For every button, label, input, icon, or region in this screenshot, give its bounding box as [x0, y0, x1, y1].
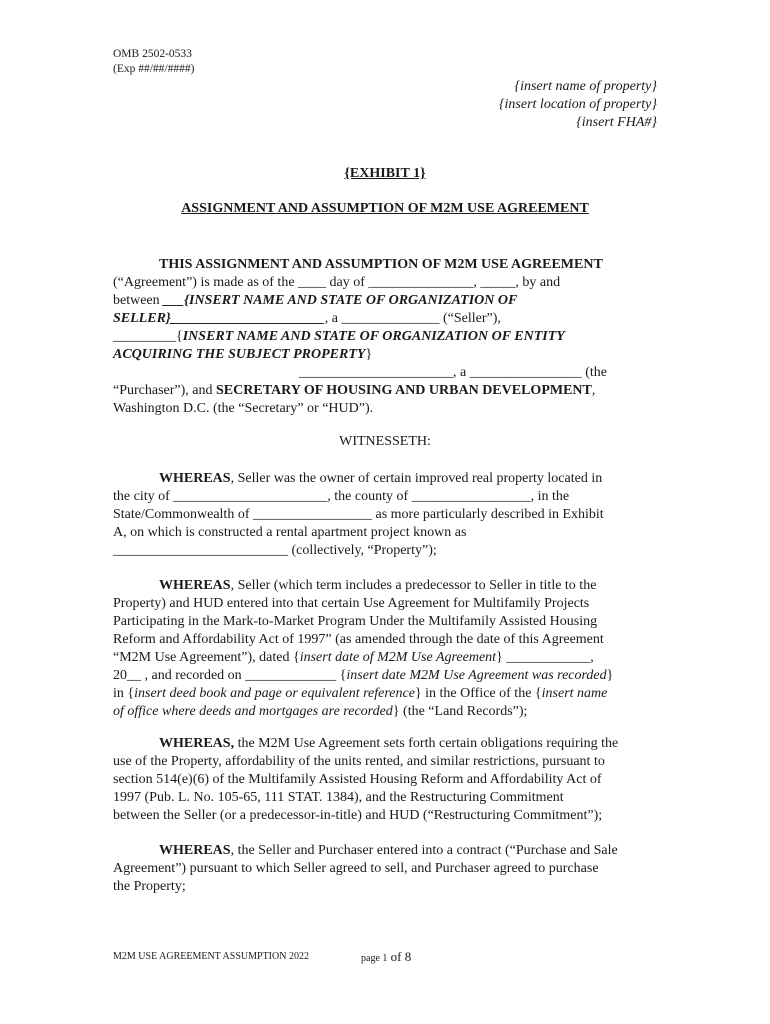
intro-paragraph — [113, 256, 659, 418]
intro-line: SELLER}______________________, a ______________ (“Seller”), — [113, 311, 501, 326]
property-insert-block — [499, 78, 657, 132]
property-location-placeholder: {insert location of property} — [498, 97, 657, 112]
intro-line: between ___{INSERT NAME AND STATE OF ORGANIZATION OF — [113, 293, 518, 308]
intro-line: (“Agreement”) is made as of the ____ day of _______________, _____, by and — [113, 275, 561, 290]
witnesseth-heading: WITNESSETH: — [339, 434, 431, 449]
whereas-paragraph-2: WHEREAS, Seller (which term includes a predecessor to Seller in title to the Property) and HUD entered into that certain Use Agreement for Multifamily Projects Participating in the Mark-to-Market Program Under the Multifamily Assisted Housing Reform and Affordability Act of 1997” (as amended through the date of this Agreement “M2M Use Agreement”), dated {insert date of M2M Use Agreement} ____________, 20__ , and recorded on _____________ {insert date M2M Use Agreement was recorded} in {insert deed book and page or equivalent reference} in the Office of the {insert name of office where deeds and mortgages are recorded} (the “Land Records”); — [113, 578, 614, 719]
document-title: ASSIGNMENT AND ASSUMPTION OF M2M USE AGREEMENT — [181, 201, 589, 216]
omb-number: OMB 2502-0533 — [113, 48, 192, 60]
whereas-label: WHEREAS — [159, 578, 231, 593]
intro-heading: THIS ASSIGNMENT AND ASSUMPTION OF M2M USE AGREEMENT — [159, 257, 603, 272]
exhibit-heading: {EXHIBIT 1} — [344, 166, 426, 181]
intro-line: “Purchaser”), and SECRETARY OF HOUSING AND URBAN DEVELOPMENT, — [113, 383, 596, 398]
intro-line: Washington D.C. (the “Secretary” or “HUD”). — [113, 401, 374, 416]
omb-expiration: (Exp ##/##/####) — [113, 63, 195, 75]
intro-line: ACQUIRING THE SUBJECT PROPERTY} — [113, 347, 373, 362]
whereas-paragraph-3: WHEREAS, the M2M Use Agreement sets forth certain obligations requiring the use of the Property, affordability of the units rented, and similar restrictions, pursuant to section 514(e)(6) of the Multifamily Assisted Housing Reform and Affordability Act of 1997 (Pub. L. No. 105-65, 111 STAT. 1384), and the Restructuring Commitment between the Seller (or a predecessor-in-title) and HUD (“Restructuring Commitment”); — [113, 736, 619, 823]
whereas-paragraph-1: WHEREAS, Seller was the owner of certain improved real property located in the city of ______________________, the county of _________________, in the State/Commonwealth of _________________ as more particularly described in Exhibit A, on which is constructed a rental apartment project known as _________________________ (collectively, “Property”); — [113, 471, 604, 558]
whereas-paragraph-4: WHEREAS, the Seller and Purchaser entered into a contract (“Purchase and Sale Agreement”) pursuant to which Seller agreed to sell, and Purchaser agreed to purchase the Property; — [113, 843, 618, 894]
whereas-label: WHEREAS, — [159, 736, 235, 751]
intro-line: ______________________, a ________________ (the — [299, 365, 607, 380]
property-name-placeholder: {insert name of property} — [514, 79, 657, 94]
footer-document-name: M2M USE AGREEMENT ASSUMPTION 2022 — [113, 951, 309, 962]
whereas-label: WHEREAS — [159, 471, 231, 486]
fha-placeholder: {insert FHA#} — [576, 115, 657, 130]
whereas-label: WHEREAS — [159, 843, 231, 858]
footer-page-number: page 1 of 8 — [361, 949, 412, 964]
intro-line: _________{INSERT NAME AND STATE OF ORGANIZATION OF ENTITY — [113, 329, 565, 344]
omb-header — [113, 47, 194, 77]
